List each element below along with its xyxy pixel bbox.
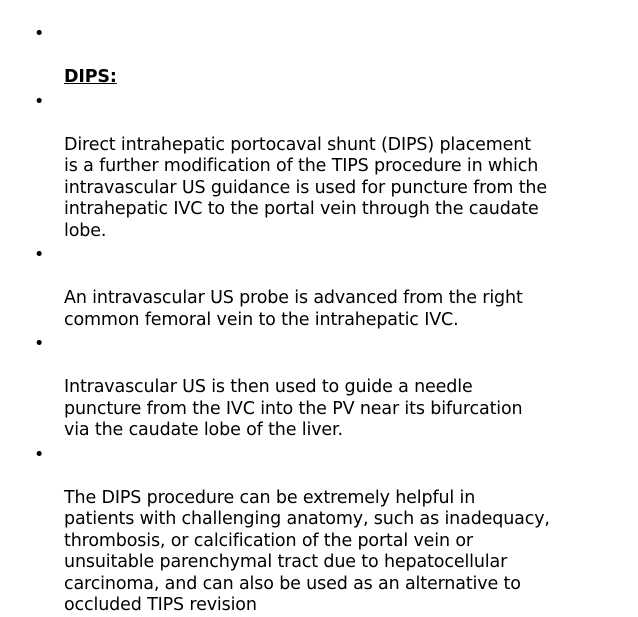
bullet-text: An intravascular US probe is advanced from the right common femoral vein to the intrahepatic IVC. [64, 288, 523, 330]
bullet-point-3 [34, 334, 614, 442]
bullet-text: Intravascular US is then used to guide a needle puncture from the IVC into the PV near its bifurcation via the caudate lobe of the liver. [64, 377, 523, 440]
bullet-text: Direct intrahepatic portocaval shunt (DIPS) placement is a further modification of the TIPS procedure in which intravascular US guidance is used for puncture from the intrahepatic IVC to the portal vein through the caudate lobe. [64, 134, 547, 241]
bullet-point-4 [34, 445, 614, 617]
bullet-heading [34, 24, 614, 89]
bullet-list [34, 24, 614, 617]
bullet-dot-icon: • [34, 444, 45, 465]
bullet-point-2 [34, 245, 614, 331]
bullet-point-1 [34, 92, 614, 243]
bullet-dot-icon: • [34, 91, 45, 112]
bullet-dot-icon: • [34, 334, 45, 354]
section-heading: DIPS: [64, 67, 117, 87]
bullet-text: The DIPS procedure can be extremely helpful in patients with challenging anatomy, such as inadequacy, thrombosis, or calcification of the portal vein or unsuitable parenchymal tract due to hepatocellular carcinoma, and can also be used as an alternative to occluded TIPS revision [64, 487, 550, 615]
bullet-dot-icon: • [34, 245, 45, 265]
bullet-dot-icon: • [34, 24, 45, 44]
